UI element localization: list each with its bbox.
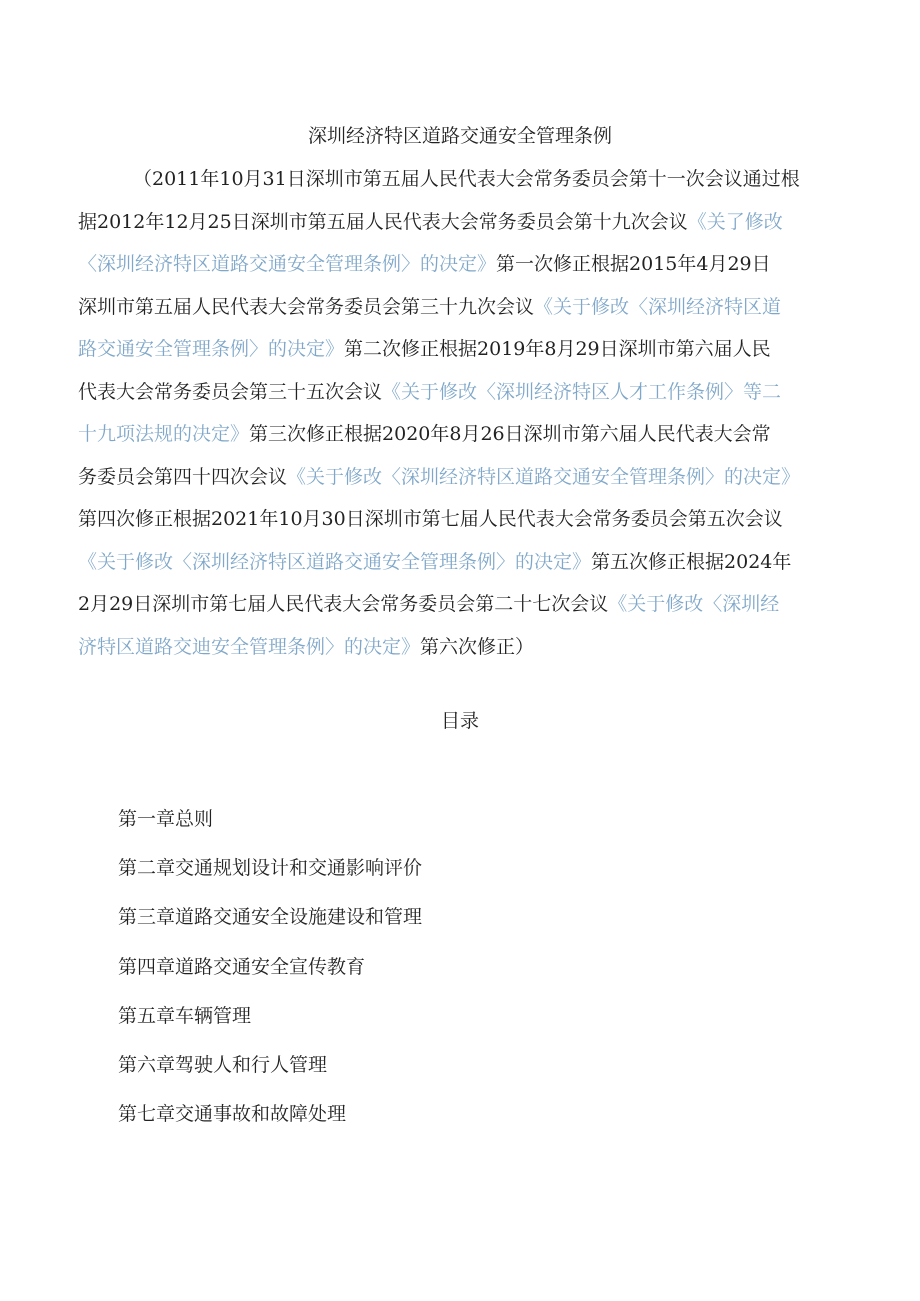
amendment-history-paragraph bbox=[78, 158, 838, 668]
decision-link[interactable]: 《关于修改〈深圳经济特区人才工作条例〉等二 bbox=[382, 380, 782, 403]
paragraph-text: 第一次修正根据2015年4月29日 bbox=[496, 253, 771, 275]
toc-item[interactable]: 第二章交通规划设计和交通影响评价 bbox=[118, 857, 423, 880]
paragraph-line bbox=[78, 498, 838, 541]
decision-link[interactable]: 《关于修改〈深圳经济特区道路交通安全管理条例〉的决定》 bbox=[78, 550, 592, 573]
paragraph-text: 第二次修正根据2019年8月29日深圳市第六届人民 bbox=[344, 338, 771, 360]
toc-item[interactable]: 第六章驾驶人和行人管理 bbox=[118, 1053, 328, 1076]
decision-link[interactable]: 《关了修改 bbox=[687, 210, 783, 233]
paragraph-line bbox=[78, 583, 838, 626]
paragraph-line bbox=[78, 201, 838, 244]
decision-link[interactable]: 〈深圳经济特区道路交通安全管理条例〉的决定》 bbox=[78, 253, 497, 275]
paragraph-text: 第五次修正根据2024年 bbox=[591, 550, 792, 573]
decision-link[interactable]: 路交通安全管理条例〉的决定》 bbox=[78, 338, 345, 360]
paragraph-line bbox=[78, 371, 838, 414]
decision-link[interactable]: 《关于修改〈深圳经济特区道路交通安全管理条例〉的决定》 bbox=[287, 465, 801, 488]
toc-item[interactable]: 第四章道路交通安全宣传教育 bbox=[118, 955, 366, 978]
paragraph-line bbox=[78, 413, 838, 456]
toc-item[interactable]: 第一章总则 bbox=[118, 808, 214, 830]
paragraph-text: （2011年10月31日深圳市第五届人民代表大会常务委员会第十一次会议通过根 bbox=[133, 168, 800, 190]
paragraph-text: 深圳市第五届人民代表大会常务委员会第三十九次会议 bbox=[78, 295, 535, 318]
decision-link[interactable]: 《关于修改〈深圳经济特区道 bbox=[534, 295, 782, 318]
decision-link[interactable]: 《关于修改〈深圳经 bbox=[608, 593, 780, 615]
paragraph-line bbox=[78, 158, 838, 201]
paragraph-line bbox=[78, 328, 838, 371]
toc-item[interactable]: 第七章交通事故和故障处理 bbox=[118, 1103, 347, 1126]
paragraph-text: 2月29日深圳市第七届人民代表大会常务委员会第二十七次会议 bbox=[78, 593, 609, 615]
table-of-contents-heading: 目录 bbox=[440, 710, 479, 732]
document-title: 深圳经济特区道路交通安全管理条例 bbox=[307, 125, 612, 147]
paragraph-text: 第六次修正） bbox=[420, 635, 535, 658]
toc-item[interactable]: 第三章道路交通安全设施建设和管理 bbox=[118, 906, 423, 929]
paragraph-text: 务委员会第四十四次会议 bbox=[78, 465, 288, 488]
decision-link[interactable]: 济特区道路交迪安全管理条例〉的决定》 bbox=[78, 635, 421, 658]
paragraph-line bbox=[78, 456, 838, 499]
paragraph-text: 代表大会常务委员会第三十五次会议 bbox=[78, 380, 383, 403]
paragraph-line bbox=[78, 541, 838, 584]
paragraph-text: 据2012年12月25日深圳市第五届人民代表大会常务委员会第十九次会议 bbox=[78, 210, 688, 233]
paragraph-line bbox=[78, 286, 838, 329]
paragraph-text: 第四次修正根据2021年10月30日深圳市第七届人民代表大会常务委员会第五次会议 bbox=[78, 508, 783, 530]
paragraph-text: 第三次修正根据2020年8月26日深圳市第六届人民代表大会常 bbox=[249, 423, 771, 445]
paragraph-line bbox=[78, 243, 838, 286]
paragraph-line bbox=[78, 626, 838, 669]
table-of-contents-list bbox=[118, 806, 422, 1150]
toc-item[interactable]: 第五章车辆管理 bbox=[118, 1004, 252, 1027]
decision-link[interactable]: 十九项法规的决定》 bbox=[78, 423, 250, 445]
